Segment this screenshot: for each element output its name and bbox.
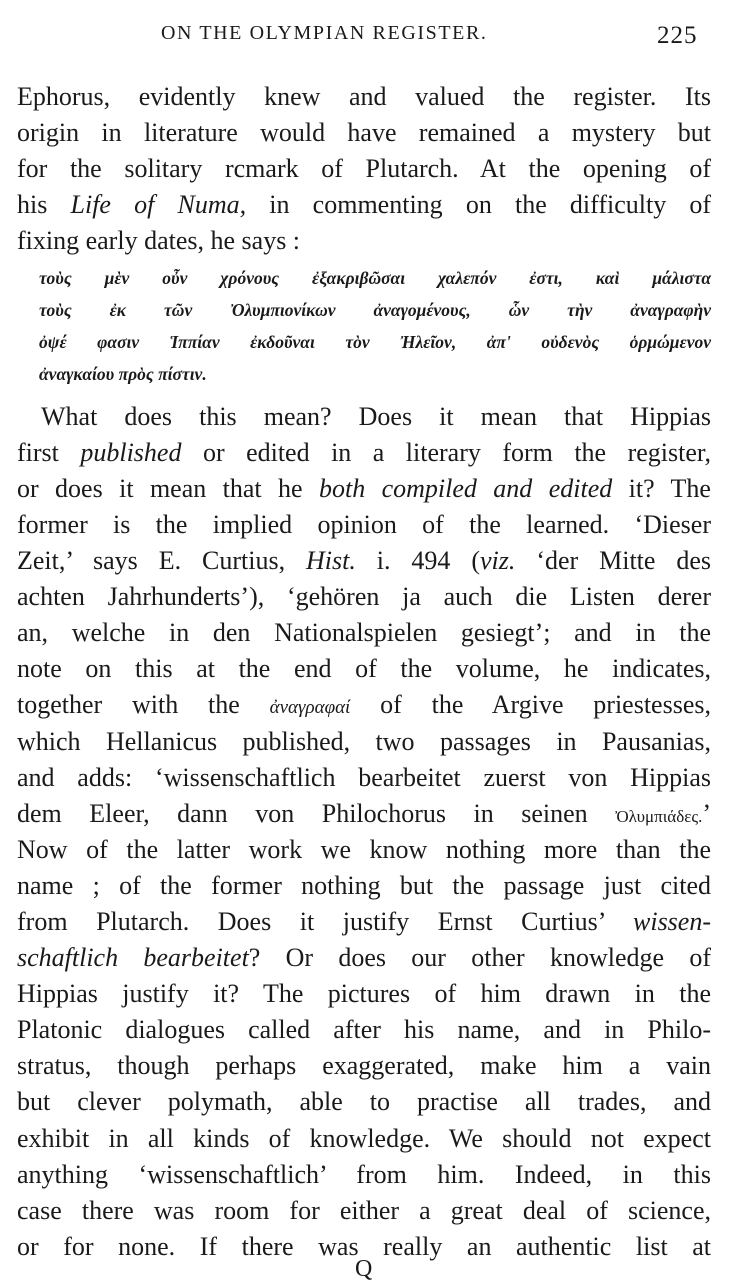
text-line: but clever polymath, able to practise all trades, and (17, 1087, 711, 1117)
italic-run: schaftlich bearbeitet (17, 943, 249, 973)
text-line (17, 435, 711, 471)
text-line: origin in literature would have remained a mystery but (17, 118, 711, 148)
text-line: What does this mean? Does it mean that Hippias (41, 401, 711, 431)
text-run: ? Or does our other knowledge of (248, 943, 711, 973)
text-run: or edited in a literary form the register, (181, 437, 711, 467)
text-line: name ; of the former nothing but the passage just cited (17, 870, 711, 900)
paragraph-1 (17, 79, 711, 259)
text-run: of the Argive priestesses, (350, 690, 711, 720)
text-run: in commenting on the difficulty of (246, 190, 712, 220)
running-head (0, 22, 746, 56)
text-line: an, welche in den Nationalspielen gesiegt’; and in the (17, 618, 711, 648)
text-run: his (17, 190, 71, 220)
text-line: case there was room for either a great deal of science, (17, 1195, 711, 1225)
text-line (17, 940, 711, 976)
italic-run: both compiled and edited (318, 473, 613, 503)
text-line: for the solitary rcmark of Plutarch. At the opening of (17, 154, 711, 184)
greek-line: ἀναγκαίου πρὸς πίστιν. (39, 363, 207, 384)
text-run: or does it mean that he (17, 473, 319, 503)
text-line (17, 187, 711, 223)
text-run: together with the (17, 690, 270, 720)
text-line: and adds: ‘wissenschaftlich bearbeitet zuerst von Hippias (17, 762, 711, 792)
signature-mark: Q (355, 1256, 373, 1282)
italic-run: published (80, 437, 182, 467)
text-line (17, 471, 711, 507)
text-run: from Plutarch. Does it justify Ernst Curtius’ (17, 906, 633, 936)
text-line (17, 904, 711, 940)
text-run: i. 494 ( (355, 546, 481, 576)
text-line: achten Jahrhunderts’), ‘gehören ja auch die Listen derer (17, 582, 711, 612)
text-line: note on this at the end of the volume, he indicates, (17, 654, 711, 684)
greek-word: ἀναγραφαί (269, 697, 351, 719)
paragraph-2 (17, 399, 711, 1265)
text-line (17, 796, 711, 832)
text-run: ’ (702, 798, 711, 828)
running-title: ON THE OLYMPIAN REGISTER. (161, 22, 488, 44)
text-line: exhibit in all kinds of knowledge. We should not expect (17, 1123, 711, 1153)
greek-word: Ὀλυμπιάδες. (615, 806, 703, 826)
italic-run: Hist. (306, 546, 356, 576)
text-line: anything ‘wissenschaftlich’ from him. Indeed, in this (17, 1159, 711, 1189)
text-line: Platonic dialogues called after his name, and in Philo- (17, 1015, 711, 1045)
text-line: Ephorus, evidently knew and valued the register. Its (17, 82, 711, 111)
text-line: stratus, though perhaps exaggerated, make him a vain (17, 1051, 711, 1081)
page-number: 225 (657, 22, 698, 49)
text-line: which Hellanicus published, two passages in Pausanias, (17, 726, 711, 756)
text-line (17, 543, 711, 579)
text-run: dem Eleer, dann von Philochorus in seinen (17, 798, 616, 828)
text-line: fixing early dates, he says : (17, 226, 301, 256)
text-line: or for none. If there was really an authentic list at (17, 1231, 711, 1261)
text-line: former is the implied opinion of the learned. ‘Dieser (17, 509, 711, 539)
text-run: first (17, 437, 81, 467)
text-line: Hippias justify it? The pictures of him drawn in the (17, 979, 711, 1009)
text-line (17, 687, 711, 723)
greek-line: τοὺς ἐκ τῶν Ὀλυμπιονίκων ἀναγομένους, ὧν τὴν ἀναγραφὴν (39, 300, 711, 321)
italic-run: wissen- (633, 906, 711, 936)
greek-line: ὀψέ φασιν Ἱππίαν ἐκδοῦναι τὸν Ἠλεῖον, ἀπ' οὐδενὸς ὁρμώμενον (39, 332, 711, 353)
text-run: Zeit,’ says E. Curtius, (17, 546, 307, 576)
body-text (17, 79, 711, 1265)
text-line: Now of the latter work we know nothing more than the (17, 834, 711, 864)
italic-run: viz. (480, 546, 516, 576)
text-run: ‘der Mitte des (515, 546, 712, 576)
greek-line: τοὺς μὲν οὖν χρόνους ἐξακριβῶσαι χαλεπόν ἐστι, καὶ μάλιστα (39, 268, 711, 289)
greek-quotation (39, 263, 711, 390)
italic-title: Life of Numa, (70, 190, 247, 220)
text-run: it? The (612, 473, 711, 503)
